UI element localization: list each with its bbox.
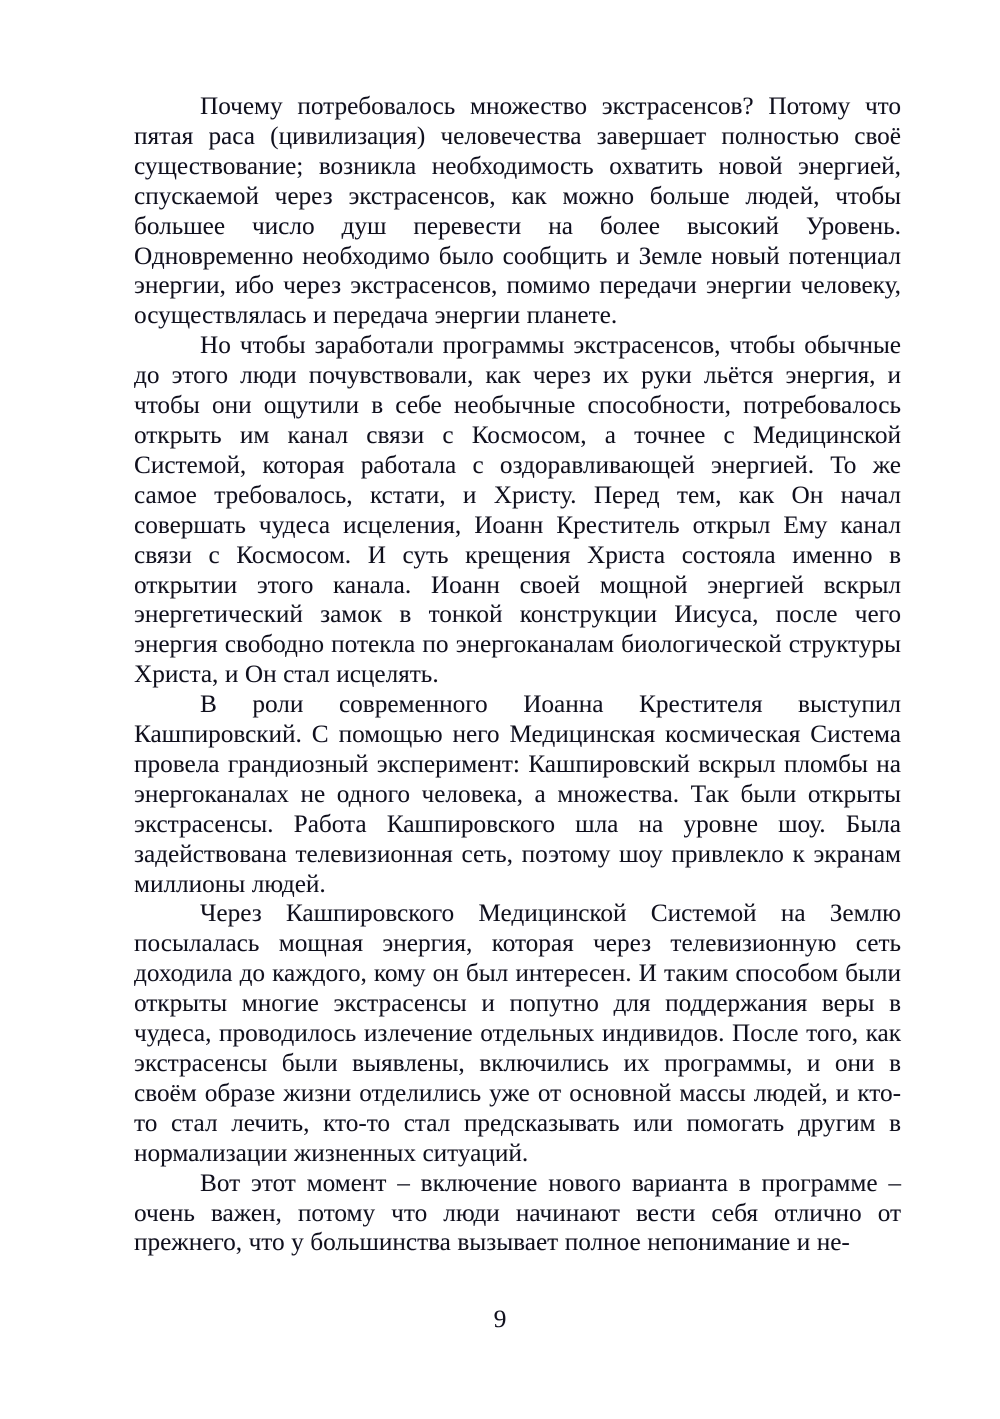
paragraph: Через Кашпировского Медицинской Системой на Землю посылалась мощная энергия, которая через телевизионную сеть доходила до каждого, кому он был интересен. И таким способом были открыты многие экстрасенсы и попутно для поддержания веры в чудеса, проводилось излечение отдельных индивидов. После того, как экстрасенсы были выявлены, включились их программы, и они в своём образе жизни отделились уже от основной массы людей, и кто-то стал лечить, кто-то стал предсказывать или помогать другим в нормализации жизненных ситуаций. xyxy=(134,900,901,1167)
page-number: 9 xyxy=(493,1304,507,1333)
paragraph: Почему потребовалось множество экстрасенсов? Потому что пятая раса (цивилизация) человечества завершает полностью своё существование; возникла необходимость охватить новой энергией, спускаемой через экстрасенсов, как можно больше людей, чтобы большее число душ перевести на более высокий Уровень. Одновременно необходимо было сообщить и Земле новый потенциал энергии, ибо через экстрасенсов, помимо передачи энергии человеку, осуществлялась и передача энергии планете. xyxy=(134,93,901,330)
paragraph: В роли современного Иоанна Крестителя выступил Кашпировский. С помощью него Медицинская космическая Система провела грандиозный эксперимент: Кашпировский вскрыл пломбы на энергоканалах не одного человека, а множества. Так были открыты экстрасенсы. Работа Кашпировского шла на уровне шоу. Была задействована телевизионная сеть, поэтому шоу привлекло к экранам миллионы людей. xyxy=(134,691,901,898)
paragraph: Но чтобы заработали программы экстрасенсов, чтобы обычные до этого люди почувствовали, как через их руки льётся энергия, и чтобы они ощутили в себе необычные способности, потребовалось открыть им канал связи с Космосом, а точнее с Медицинской Системой, которая работала с оздоравливающей энергией. То же самое требовалось, кстати, и Христу. Перед тем, как Он начал совершать чудеса исцеления, Иоанн Креститель открыл Ему канал связи с Космосом. И суть крещения Христа состояла именно в открытии этого канала. Иоанн своей мощной энергией вскрыл энергетический замок в тонкой конструкции Иисуса, после чего энергия свободно потекла по энергоканалам биологической структуры Христа, и Он стал исцелять. xyxy=(134,332,901,689)
body-text-column xyxy=(134,92,901,1258)
paragraph: Вот этот момент – включение нового варианта в программе – очень важен, потому что люди начинают вести себя отлично от прежнего, что у большинства вызывает полное непонимание и не- xyxy=(134,1169,901,1257)
